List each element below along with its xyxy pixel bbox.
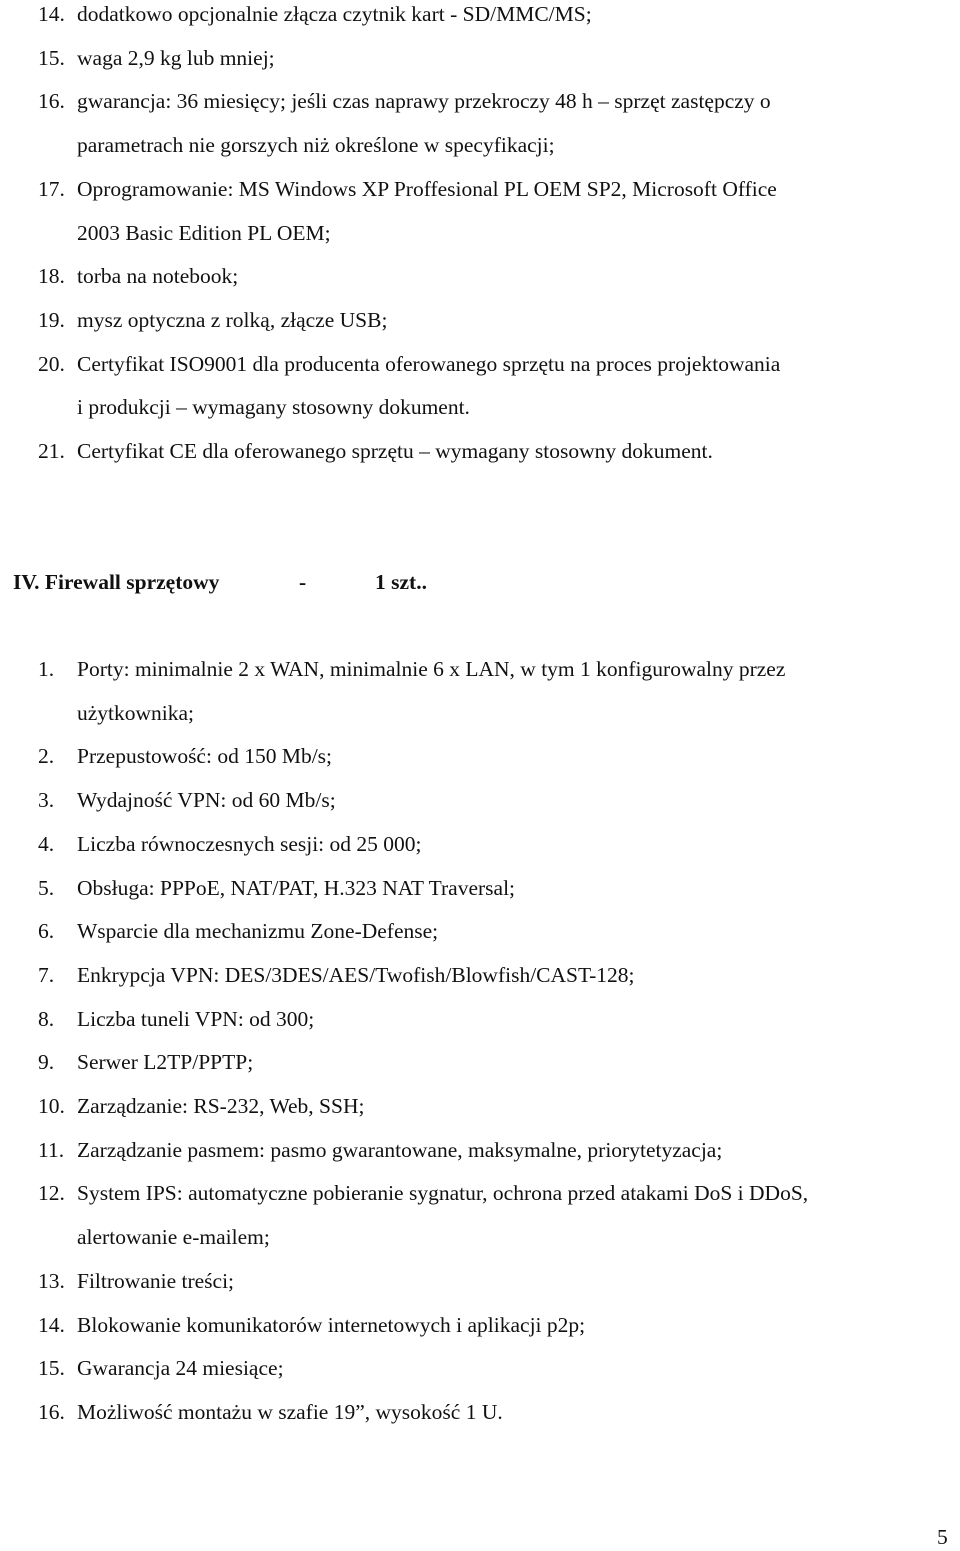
list-item-number: 5. bbox=[38, 875, 55, 900]
list-item-number: 12. bbox=[38, 1181, 65, 1206]
list-item-text: waga 2,9 kg lub mniej; bbox=[77, 45, 275, 70]
list-item-number: 15. bbox=[38, 1356, 65, 1381]
list-item-text: System IPS: automatyczne pobieranie sygnatur, ochrona przed atakami DoS i DDoS, bbox=[77, 1181, 809, 1206]
list-item-text: Oprogramowanie: MS Windows XP Proffesional PL OEM SP2, Microsoft Office bbox=[77, 176, 777, 201]
list-item-text: Przepustowość: od 150 Mb/s; bbox=[77, 744, 333, 769]
list-item-number: 16. bbox=[38, 1399, 65, 1424]
list-item-text-continued: użytkownika; bbox=[77, 700, 195, 725]
section-title: IV. Firewall sprzętowy bbox=[13, 570, 220, 594]
list-item-number: 6. bbox=[38, 919, 55, 944]
section-dash: - bbox=[299, 570, 307, 594]
list-item-number: 8. bbox=[38, 1006, 55, 1031]
page-number: 5 bbox=[937, 1525, 948, 1549]
list-item-text: Certyfikat ISO9001 dla producenta oferowanego sprzętu na proces projektowania bbox=[77, 351, 781, 376]
list-item-number: 16. bbox=[38, 89, 65, 114]
list-item-text: Blokowanie komunikatorów internetowych i aplikacji p2p; bbox=[77, 1312, 586, 1337]
list-item-text: Filtrowanie treści; bbox=[77, 1268, 235, 1293]
list-item-text: gwarancja: 36 miesięcy; jeśli czas naprawy przekroczy 48 h – sprzęt zastępczy o bbox=[77, 89, 771, 114]
list-item-text-continued: parametrach nie gorszych niż określone w specyfikacji; bbox=[77, 133, 555, 158]
list-item-text: Wsparcie dla mechanizmu Zone-Defense; bbox=[77, 919, 439, 944]
list-item-number: 17. bbox=[38, 176, 65, 201]
list-item-number: 3. bbox=[38, 788, 55, 813]
list-item-text: dodatkowo opcjonalnie złącza czytnik kart - SD/MMC/MS; bbox=[77, 2, 592, 26]
list-item-number: 14. bbox=[38, 2, 65, 26]
list-item-number: 15. bbox=[38, 45, 65, 70]
list-item-text: Certyfikat CE dla oferowanego sprzętu – wymagany stosowny dokument. bbox=[77, 439, 713, 463]
list-item-number: 1. bbox=[38, 657, 55, 681]
list-item-text: Zarządzanie: RS-232, Web, SSH; bbox=[77, 1094, 365, 1118]
list-item-text: Gwarancja 24 miesiące; bbox=[77, 1356, 284, 1381]
list-item-text-continued: 2003 Basic Edition PL OEM; bbox=[77, 220, 331, 245]
list-item-text: Liczba równoczesnych sesji: od 25 000; bbox=[77, 831, 422, 856]
list-item-number: 14. bbox=[38, 1312, 65, 1337]
list-item-text: torba na notebook; bbox=[77, 264, 239, 289]
list-item-text: Możliwość montażu w szafie 19”, wysokość 1 U. bbox=[77, 1399, 503, 1424]
list-item-number: 11. bbox=[38, 1137, 65, 1162]
list-item-text: Wydajność VPN: od 60 Mb/s; bbox=[77, 788, 336, 813]
section-quantity: 1 szt.. bbox=[375, 570, 427, 594]
list-item-text: Enkrypcja VPN: DES/3DES/AES/Twofish/Blowfish/CAST-128; bbox=[77, 962, 635, 987]
list-item-number: 18. bbox=[38, 264, 65, 289]
list-item-number: 19. bbox=[38, 307, 65, 332]
list-item-text-continued: i produkcji – wymagany stosowny dokument. bbox=[77, 395, 470, 420]
list-item-text: Zarządzanie pasmem: pasmo gwarantowane, maksymalne, priorytetyzacja; bbox=[77, 1137, 723, 1162]
list-item-text: Liczba tuneli VPN: od 300; bbox=[77, 1006, 315, 1031]
list-item-text: mysz optyczna z rolką, złącze USB; bbox=[77, 307, 388, 332]
list-item-text: Porty: minimalnie 2 x WAN, minimalnie 6 x LAN, w tym 1 konfigurowalny przez bbox=[77, 657, 786, 681]
list-item-number: 7. bbox=[38, 962, 55, 987]
list-item-text-continued: alertowanie e-mailem; bbox=[77, 1225, 270, 1250]
list-item-number: 10. bbox=[38, 1094, 65, 1118]
list-item-number: 20. bbox=[38, 351, 65, 376]
list-item-number: 13. bbox=[38, 1268, 65, 1293]
list-item-text: Serwer L2TP/PPTP; bbox=[77, 1050, 254, 1075]
list-item-number: 4. bbox=[38, 831, 55, 856]
list-item-number: 2. bbox=[38, 744, 55, 769]
list-item-number: 9. bbox=[38, 1050, 55, 1075]
list-item-text: Obsługa: PPPoE, NAT/PAT, H.323 NAT Traversal; bbox=[77, 875, 516, 900]
list-item-number: 21. bbox=[38, 439, 65, 463]
